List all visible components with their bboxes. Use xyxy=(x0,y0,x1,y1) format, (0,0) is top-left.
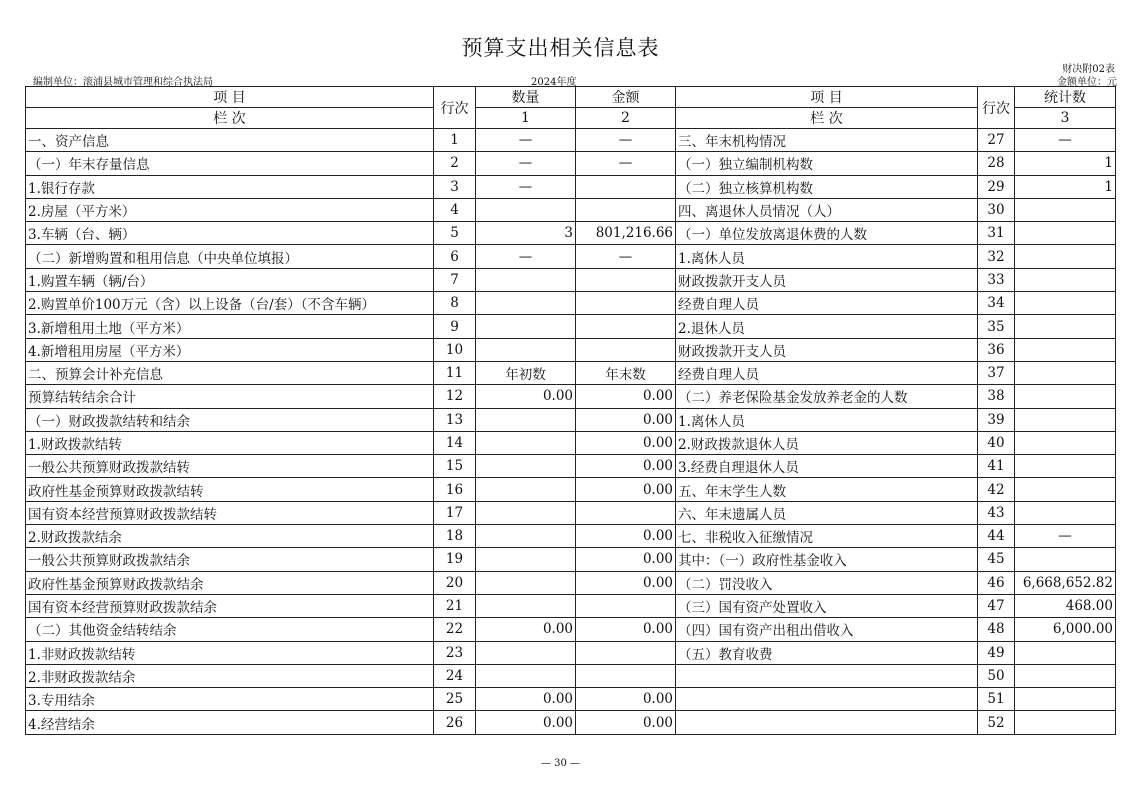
right-row-number: 32 xyxy=(978,245,1015,268)
report-year: 2024年度 xyxy=(531,77,577,88)
header-stat-idx: 3 xyxy=(1015,108,1116,129)
table-row xyxy=(26,292,1116,315)
left-value-col2 xyxy=(576,338,676,361)
left-value-col1 xyxy=(476,548,576,571)
right-row-number: 35 xyxy=(978,315,1015,338)
table-body xyxy=(26,87,1116,735)
right-stat-value: — xyxy=(1015,129,1116,152)
left-value-col2: 0.00 xyxy=(576,455,676,478)
left-row-number: 3 xyxy=(434,175,476,198)
table-row xyxy=(26,152,1116,175)
table-row xyxy=(26,501,1116,524)
right-stat-value xyxy=(1015,664,1116,687)
left-item-label: 3.新增租用土地（平方米） xyxy=(26,315,434,338)
table-row xyxy=(26,198,1116,221)
left-value-col1: 0.00 xyxy=(476,711,576,734)
left-value-col2: 年末数 xyxy=(576,361,676,384)
left-value-col2 xyxy=(576,175,676,198)
header-col-right: 栏 次 xyxy=(676,108,978,129)
table-row xyxy=(26,408,1116,431)
table-row xyxy=(26,431,1116,454)
right-item-label: 七、非税收入征缴情况 xyxy=(676,525,978,548)
right-item-label: （五）教育收费 xyxy=(676,641,978,664)
header-row-2 xyxy=(26,108,1116,129)
unit-name: 滚浦县城市管理和综合执法局 xyxy=(83,77,213,88)
left-value-col1 xyxy=(476,315,576,338)
left-item-label: 一、资产信息 xyxy=(26,129,434,152)
right-stat-value xyxy=(1015,198,1116,221)
table-row xyxy=(26,455,1116,478)
header-stat: 统计数 xyxy=(1015,87,1116,108)
table-row xyxy=(26,361,1116,384)
right-item-label: 财政拨款开支人员 xyxy=(676,338,978,361)
left-item-label: 1.银行存款 xyxy=(26,175,434,198)
right-row-number: 49 xyxy=(978,641,1015,664)
left-value-col1: 年初数 xyxy=(476,361,576,384)
left-value-col2: 0.00 xyxy=(576,431,676,454)
right-item-label: 其中：（一）政府性基金收入 xyxy=(676,548,978,571)
right-item-label: （一）单位发放离退休费的人数 xyxy=(676,222,978,245)
left-value-col2 xyxy=(576,268,676,291)
left-row-number: 5 xyxy=(434,222,476,245)
left-value-col1: 0.00 xyxy=(476,618,576,641)
table-row xyxy=(26,175,1116,198)
left-value-col1: 0.00 xyxy=(476,688,576,711)
right-stat-value: 468.00 xyxy=(1015,594,1116,617)
right-stat-value xyxy=(1015,338,1116,361)
left-row-number: 8 xyxy=(434,292,476,315)
header-row-no-left: 行次 xyxy=(434,87,476,129)
right-stat-value xyxy=(1015,501,1116,524)
right-item-label xyxy=(676,711,978,734)
left-value-col1: 0.00 xyxy=(476,385,576,408)
left-row-number: 15 xyxy=(434,455,476,478)
left-row-number: 22 xyxy=(434,618,476,641)
right-row-number: 51 xyxy=(978,688,1015,711)
right-row-number: 41 xyxy=(978,455,1015,478)
right-item-label: 经费自理人员 xyxy=(676,292,978,315)
right-item-label: （二）独立核算机构数 xyxy=(676,175,978,198)
right-row-number: 33 xyxy=(978,268,1015,291)
left-row-number: 20 xyxy=(434,571,476,594)
left-value-col2: 0.00 xyxy=(576,571,676,594)
table-row xyxy=(26,245,1116,268)
right-row-number: 50 xyxy=(978,664,1015,687)
left-value-col2: 0.00 xyxy=(576,618,676,641)
left-value-col1 xyxy=(476,501,576,524)
left-item-label: 国有资本经营预算财政拨款结转 xyxy=(26,501,434,524)
right-stat-value: 6,000.00 xyxy=(1015,618,1116,641)
right-item-label xyxy=(676,664,978,687)
right-item-label: （三）国有资产处置收入 xyxy=(676,594,978,617)
table-row xyxy=(26,129,1116,152)
left-row-number: 6 xyxy=(434,245,476,268)
left-value-col2: 0.00 xyxy=(576,711,676,734)
left-row-number: 26 xyxy=(434,711,476,734)
table-row xyxy=(26,338,1116,361)
header-amount: 金额 xyxy=(576,87,676,108)
right-stat-value xyxy=(1015,431,1116,454)
page-title: 预算支出相关信息表 xyxy=(461,36,660,60)
left-row-number: 25 xyxy=(434,688,476,711)
header-col-left: 栏 次 xyxy=(26,108,434,129)
left-value-col2 xyxy=(576,641,676,664)
unit-label: 编制单位： xyxy=(33,77,83,88)
left-item-label: 3.专用结余 xyxy=(26,688,434,711)
right-row-number: 31 xyxy=(978,222,1015,245)
left-value-col2: 0.00 xyxy=(576,385,676,408)
left-item-label: 4.经营结余 xyxy=(26,711,434,734)
table-row xyxy=(26,641,1116,664)
left-value-col2 xyxy=(576,315,676,338)
left-value-col2 xyxy=(576,664,676,687)
left-item-label: （二）新增购置和租用信息（中央单位填报） xyxy=(26,245,434,268)
left-row-number: 13 xyxy=(434,408,476,431)
right-stat-value xyxy=(1015,268,1116,291)
left-value-col2: 0.00 xyxy=(576,478,676,501)
left-item-label: 4.新增租用房屋（平方米） xyxy=(26,338,434,361)
left-item-label: 政府性基金预算财政拨款结转 xyxy=(26,478,434,501)
left-item-label: 一般公共预算财政拨款结余 xyxy=(26,548,434,571)
right-row-number: 36 xyxy=(978,338,1015,361)
header-item-left: 项 目 xyxy=(26,87,434,108)
table-row xyxy=(26,222,1116,245)
table-row xyxy=(26,268,1116,291)
table-row xyxy=(26,688,1116,711)
left-item-label: 政府性基金预算财政拨款结余 xyxy=(26,571,434,594)
right-stat-value xyxy=(1015,245,1116,268)
right-stat-value xyxy=(1015,292,1116,315)
left-value-col1 xyxy=(476,478,576,501)
left-row-number: 21 xyxy=(434,594,476,617)
header-row-1 xyxy=(26,87,1116,108)
page-number: — 30 — xyxy=(540,758,581,769)
left-row-number: 18 xyxy=(434,525,476,548)
right-row-number: 44 xyxy=(978,525,1015,548)
left-value-col2: — xyxy=(576,129,676,152)
left-value-col1 xyxy=(476,455,576,478)
right-row-number: 40 xyxy=(978,431,1015,454)
right-stat-value xyxy=(1015,548,1116,571)
left-value-col1: 3 xyxy=(476,222,576,245)
right-row-number: 45 xyxy=(978,548,1015,571)
table-row xyxy=(26,548,1116,571)
left-row-number: 12 xyxy=(434,385,476,408)
left-value-col1 xyxy=(476,292,576,315)
right-stat-value: — xyxy=(1015,525,1116,548)
left-row-number: 7 xyxy=(434,268,476,291)
left-row-number: 4 xyxy=(434,198,476,221)
left-value-col2: 801,216.66 xyxy=(576,222,676,245)
left-value-col2 xyxy=(576,198,676,221)
left-row-number: 9 xyxy=(434,315,476,338)
left-item-label: 2.房屋（平方米） xyxy=(26,198,434,221)
left-item-label: 1.非财政拨款结转 xyxy=(26,641,434,664)
left-value-col2: 0.00 xyxy=(576,688,676,711)
right-stat-value: 6,668,652.82 xyxy=(1015,571,1116,594)
table-row xyxy=(26,711,1116,734)
right-item-label: 六、年末遗属人员 xyxy=(676,501,978,524)
left-item-label: 2.非财政拨款结余 xyxy=(26,664,434,687)
left-value-col1 xyxy=(476,268,576,291)
right-item-label: （二）罚没收入 xyxy=(676,571,978,594)
right-stat-value xyxy=(1015,385,1116,408)
right-stat-value xyxy=(1015,641,1116,664)
left-item-label: 一般公共预算财政拨款结转 xyxy=(26,455,434,478)
right-item-label: 1.离休人员 xyxy=(676,245,978,268)
right-item-label: 1.离休人员 xyxy=(676,408,978,431)
left-row-number: 14 xyxy=(434,431,476,454)
right-item-label xyxy=(676,688,978,711)
left-value-col2: 0.00 xyxy=(576,548,676,571)
left-item-label: （一）年末存量信息 xyxy=(26,152,434,175)
left-item-label: 预算结转结余合计 xyxy=(26,385,434,408)
amount-unit: 金额单位：元 xyxy=(1057,77,1117,88)
left-row-number: 17 xyxy=(434,501,476,524)
left-value-col2: 0.00 xyxy=(576,525,676,548)
table-row xyxy=(26,618,1116,641)
table-row xyxy=(26,664,1116,687)
left-row-number: 16 xyxy=(434,478,476,501)
right-item-label: 四、离退休人员情况（人） xyxy=(676,198,978,221)
left-item-label: 1.财政拨款结转 xyxy=(26,431,434,454)
budget-info-table xyxy=(25,86,1116,735)
left-value-col1: — xyxy=(476,175,576,198)
right-stat-value: 1 xyxy=(1015,152,1116,175)
right-stat-value xyxy=(1015,408,1116,431)
left-value-col1: — xyxy=(476,245,576,268)
right-row-number: 38 xyxy=(978,385,1015,408)
table-row xyxy=(26,571,1116,594)
right-item-label: （二）养老保险基金发放养老金的人数 xyxy=(676,385,978,408)
left-value-col1 xyxy=(476,664,576,687)
header-row-no-right: 行次 xyxy=(978,87,1015,129)
left-item-label: （二）其他资金结转结余 xyxy=(26,618,434,641)
right-row-number: 48 xyxy=(978,618,1015,641)
right-stat-value: 1 xyxy=(1015,175,1116,198)
left-value-col2: — xyxy=(576,152,676,175)
left-item-label: 2.购置单价100万元（含）以上设备（台/套）（不含车辆） xyxy=(26,292,434,315)
left-item-label: 3.车辆（台、辆） xyxy=(26,222,434,245)
left-value-col1 xyxy=(476,641,576,664)
right-row-number: 30 xyxy=(978,198,1015,221)
right-row-number: 42 xyxy=(978,478,1015,501)
right-stat-value xyxy=(1015,361,1116,384)
left-row-number: 1 xyxy=(434,129,476,152)
header-amount-idx: 2 xyxy=(576,108,676,129)
right-item-label: 3.经费自理退休人员 xyxy=(676,455,978,478)
left-item-label: （一）财政拨款结转和结余 xyxy=(26,408,434,431)
table-row xyxy=(26,385,1116,408)
table-row xyxy=(26,525,1116,548)
left-row-number: 2 xyxy=(434,152,476,175)
left-value-col1: — xyxy=(476,152,576,175)
left-item-label: 1.购置车辆（辆/台） xyxy=(26,268,434,291)
right-row-number: 29 xyxy=(978,175,1015,198)
left-row-number: 24 xyxy=(434,664,476,687)
left-row-number: 10 xyxy=(434,338,476,361)
right-row-number: 39 xyxy=(978,408,1015,431)
right-row-number: 28 xyxy=(978,152,1015,175)
right-item-label: （一）独立编制机构数 xyxy=(676,152,978,175)
header-qty: 数量 xyxy=(476,87,576,108)
left-value-col1 xyxy=(476,525,576,548)
right-stat-value xyxy=(1015,222,1116,245)
left-item-label: 二、预算会计补充信息 xyxy=(26,361,434,384)
right-row-number: 46 xyxy=(978,571,1015,594)
left-value-col1 xyxy=(476,571,576,594)
left-value-col1 xyxy=(476,408,576,431)
right-row-number: 43 xyxy=(978,501,1015,524)
right-stat-value xyxy=(1015,711,1116,734)
right-item-label: 经费自理人员 xyxy=(676,361,978,384)
right-row-number: 47 xyxy=(978,594,1015,617)
left-value-col1 xyxy=(476,594,576,617)
left-value-col2 xyxy=(576,292,676,315)
left-item-label: 2.财政拨款结余 xyxy=(26,525,434,548)
right-row-number: 34 xyxy=(978,292,1015,315)
right-item-label: 2.退休人员 xyxy=(676,315,978,338)
form-code: 财决附02表 xyxy=(1062,64,1115,75)
table-row xyxy=(26,478,1116,501)
left-value-col1 xyxy=(476,431,576,454)
header-item-right: 项 目 xyxy=(676,87,978,108)
right-stat-value xyxy=(1015,315,1116,338)
right-item-label: （四）国有资产出租出借收入 xyxy=(676,618,978,641)
right-stat-value xyxy=(1015,478,1116,501)
left-value-col2: — xyxy=(576,245,676,268)
left-value-col1 xyxy=(476,198,576,221)
header-qty-idx: 1 xyxy=(476,108,576,129)
left-row-number: 19 xyxy=(434,548,476,571)
right-item-label: 财政拨款开支人员 xyxy=(676,268,978,291)
right-row-number: 37 xyxy=(978,361,1015,384)
left-value-col2 xyxy=(576,501,676,524)
left-item-label: 国有资本经营预算财政拨款结余 xyxy=(26,594,434,617)
table-row xyxy=(26,594,1116,617)
right-item-label: 2.财政拨款退休人员 xyxy=(676,431,978,454)
right-item-label: 五、年末学生人数 xyxy=(676,478,978,501)
right-item-label: 三、年末机构情况 xyxy=(676,129,978,152)
right-row-number: 52 xyxy=(978,711,1015,734)
left-value-col2 xyxy=(576,594,676,617)
left-value-col2: 0.00 xyxy=(576,408,676,431)
right-row-number: 27 xyxy=(978,129,1015,152)
left-row-number: 23 xyxy=(434,641,476,664)
left-row-number: 11 xyxy=(434,361,476,384)
left-value-col1: — xyxy=(476,129,576,152)
left-value-col1 xyxy=(476,338,576,361)
right-stat-value xyxy=(1015,688,1116,711)
right-stat-value xyxy=(1015,455,1116,478)
table-row xyxy=(26,315,1116,338)
